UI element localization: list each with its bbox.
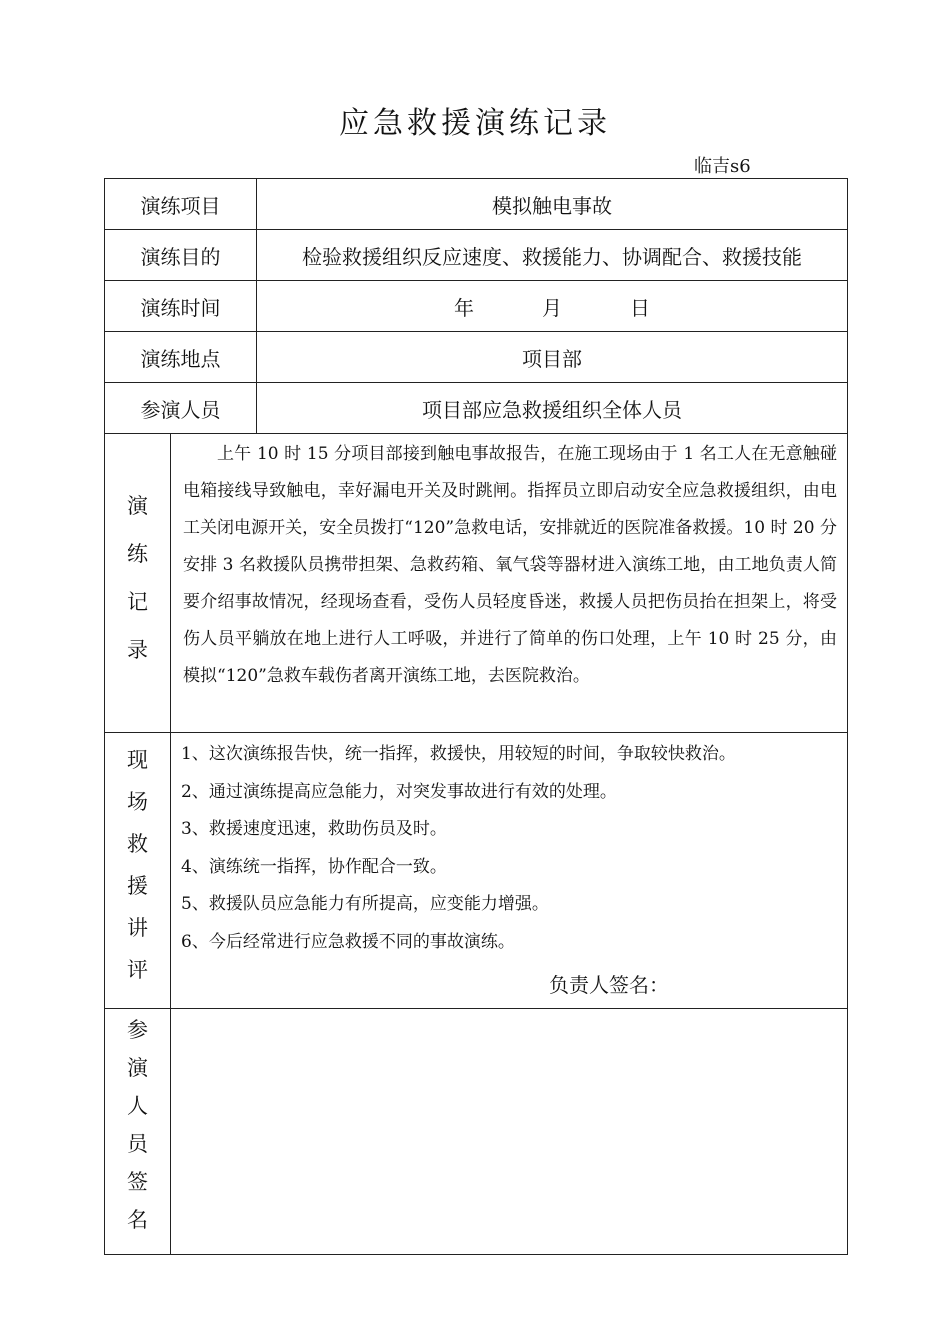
signature-area[interactable] [171,1009,848,1255]
signatures-label-char: 签 [127,1170,148,1194]
row-participants [105,383,848,434]
project-value: 模拟触电事故 [257,179,848,230]
record-label-char: 记 [127,590,148,614]
signatures-label-char: 名 [127,1208,148,1232]
review-label [105,733,171,1009]
review-item: 2、通过演练提高应急能力，对突发事故进行有效的处理。 [181,781,617,802]
participants-label: 参演人员 [105,383,257,434]
record-label-char: 录 [127,638,148,662]
review-item: 1、这次演练报告快，统一指挥，救援快，用较短的时间，争取较快救治。 [181,744,736,764]
review-content [171,733,848,1009]
row-project [105,179,848,230]
record-label [105,434,171,733]
time-year: 年 [454,295,474,320]
location-label: 演练地点 [105,332,257,383]
record-text: 上午 10 时 15 分项目部接到触电事故报告，在施工现场由于 1 名工人在无意触碰电箱接线导致触电，幸好漏电开关及时跳闸。指挥员立即启动安全应急救援组织，由电工关闭电源开关，安全员拨打“120”急救电话，安排就近的医院准备救援。10 时 20 分安排 3 名救援队员携带担架、急救药箱、氧气袋等器材进入演练工地，由工地负责人简要介绍事故情况，经现场查看，受伤人员轻度昏迷，救援人员把伤员抬在担架上，将受伤人员平躺放在地上进行人工呼吸，并进行了简单的伤口处理，上午 10 时 25 分，由模拟“120”急救车载伤者离开演练工地，去医院救治。 [183,444,837,686]
row-review [105,733,848,1009]
review-label-char: 现 [127,748,148,772]
review-label-char: 援 [127,874,148,898]
drill-record-form [104,178,848,1255]
signatures-label [105,1009,171,1255]
review-item: 6、今后经常进行应急救援不同的事故演练。 [181,931,515,952]
signatures-label-char: 人 [127,1094,148,1118]
row-time [105,281,848,332]
review-label-char: 场 [127,790,148,814]
review-item: 5、救援队员应急能力有所提高，应变能力增强。 [181,894,549,914]
purpose-label: 演练目的 [105,230,257,281]
document-code: 临吉s6 [694,156,751,177]
location-value: 项目部 [257,332,848,383]
signatures-label-char: 员 [127,1132,148,1156]
time-label: 演练时间 [105,281,257,332]
signatures-label-char: 演 [127,1056,148,1080]
signatures-label-char: 参 [127,1018,148,1042]
project-label: 演练项目 [105,179,257,230]
signer-label: 负责人签名： [549,973,669,997]
record-label-char: 演 [127,494,148,518]
row-signatures [105,1009,848,1255]
review-label-char: 讲 [127,916,148,940]
row-record [105,434,848,733]
time-value [257,281,848,332]
document-title: 应急救援演练记录 [339,106,611,141]
review-item: 4、演练统一指挥，协作配合一致。 [181,856,447,877]
participants-value: 项目部应急救援组织全体人员 [257,383,848,434]
time-month: 月 [542,295,562,320]
row-purpose [105,230,848,281]
row-location [105,332,848,383]
time-day: 日 [630,295,650,320]
record-label-char: 练 [127,542,148,566]
record-content [171,434,848,733]
purpose-value: 检验救援组织反应速度、救援能力、协调配合、救援技能 [257,230,848,281]
review-label-char: 评 [127,958,148,982]
review-label-char: 救 [127,832,148,856]
review-item: 3、救援速度迅速，救助伤员及时。 [181,819,447,839]
